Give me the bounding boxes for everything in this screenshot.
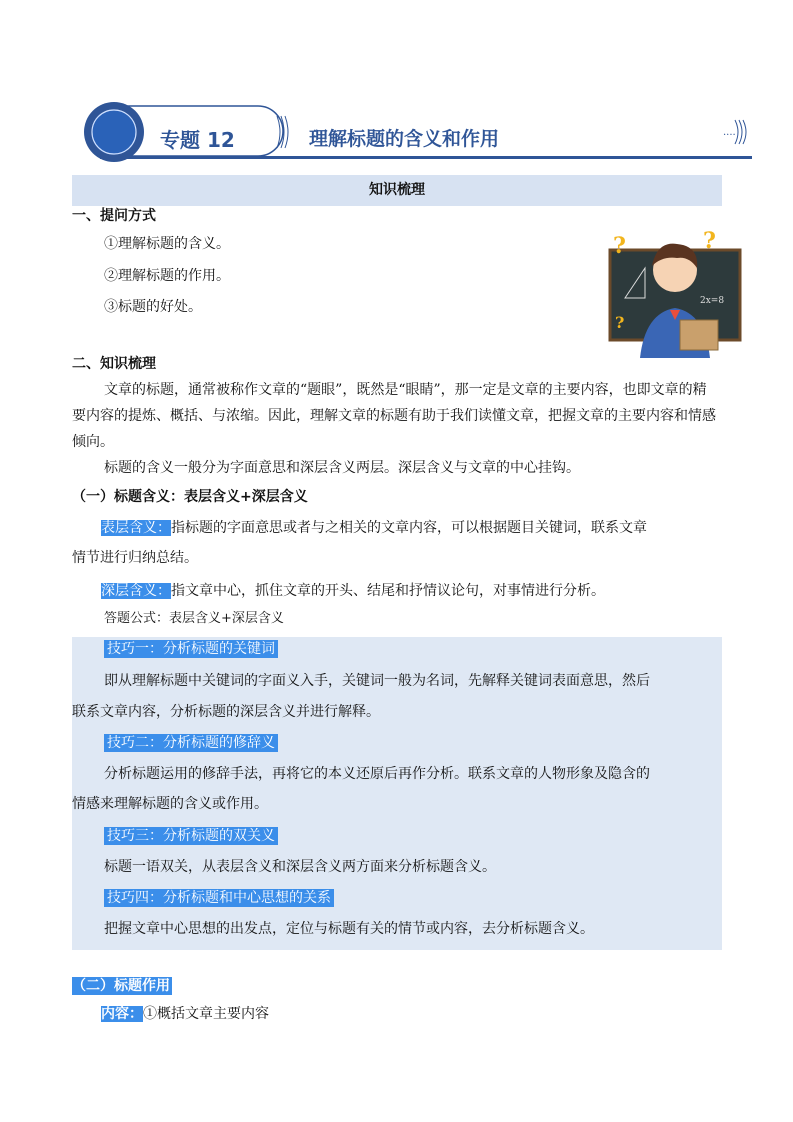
svg-text:?: ?: [615, 313, 625, 332]
subsection-heading: （二）标题作用: [72, 978, 170, 994]
svg-text:?: ?: [613, 233, 626, 259]
section2-heading: 二、知识梳理: [72, 356, 156, 372]
tip-text: 情感来理解标题的含义或作用。: [72, 796, 268, 812]
paragraph-line: 文章的标题，通常被称作文章的“题眼”，既然是“眼睛”，那一定是文章的主要内容，也即文章的精: [104, 382, 707, 398]
paragraph-line: 情节进行归纳总结。: [72, 550, 198, 566]
subsection-heading: （一）标题含义：表层含义+深层含义: [72, 489, 308, 505]
deep-label: 深层含义：: [101, 583, 171, 599]
paragraph-line: 要内容的提炼、概括、与浓缩。因此，理解文章的标题有助于我们读懂文章，把握文章的主要内容和情感: [72, 408, 716, 424]
svg-text:....: ....: [723, 127, 736, 138]
surface-text: 指标题的字面意思或者与之相关的文章内容，可以根据题目关键词，联系文章: [171, 520, 647, 536]
surface-meaning: [101, 519, 647, 537]
deep-meaning: [101, 582, 605, 600]
paragraph-line: 标题的含义一般分为字面意思和深层含义两层。深层含义与文章的中心挂钩。: [104, 460, 580, 476]
answer-formula: 答题公式：表层含义+深层含义: [104, 611, 284, 626]
surface-label: 表层含义：: [101, 520, 171, 536]
tip-label: 技巧一：分析标题的关键词: [104, 640, 278, 658]
tip-text: 分析标题运用的修辞手法，再将它的本义还原后再作分析。联系文章的人物形象及隐含的: [104, 766, 650, 782]
tip-label: 技巧二：分析标题的修辞义: [104, 734, 278, 752]
tip-text: 把握文章中心思想的出发点，定位与标题有关的情节或内容，去分析标题含义。: [104, 921, 594, 937]
question-item: ③标题的好处。: [104, 299, 202, 315]
content-text: ①概括文章主要内容: [143, 1006, 269, 1022]
svg-text:?: ?: [703, 228, 716, 254]
tip-text: 即从理解标题中关键词的字面义入手，关键词一般为名词，先解释关键词表面意思，然后: [104, 673, 650, 689]
page-title: 理解标题的含义和作用: [309, 128, 500, 150]
teacher-illustration: [605, 228, 745, 358]
question-item: ①理解标题的含义。: [104, 236, 230, 252]
tip-text: 标题一语双关，从表层含义和深层含义两方面来分析标题含义。: [104, 859, 496, 875]
function-content: [101, 1005, 269, 1023]
tip-text: 联系文章内容，分析标题的深层含义并进行解释。: [72, 704, 380, 720]
section1-heading: 一、提问方式: [72, 208, 156, 224]
knowledge-banner: 知识梳理: [72, 175, 722, 206]
tip-label: 技巧四：分析标题和中心思想的关系: [104, 889, 334, 907]
topic-label: 专题 12: [160, 128, 235, 152]
svg-text:2x=8: 2x=8: [700, 296, 725, 306]
deep-text: 指文章中心，抓住文章的开头、结尾和抒情议论句，对事情进行分析。: [171, 583, 605, 599]
paragraph-line: 倾向。: [72, 434, 114, 450]
tip-label: 技巧三：分析标题的双关义: [104, 827, 278, 845]
question-item: ②理解标题的作用。: [104, 268, 230, 284]
content-label: 内容：: [101, 1006, 143, 1022]
